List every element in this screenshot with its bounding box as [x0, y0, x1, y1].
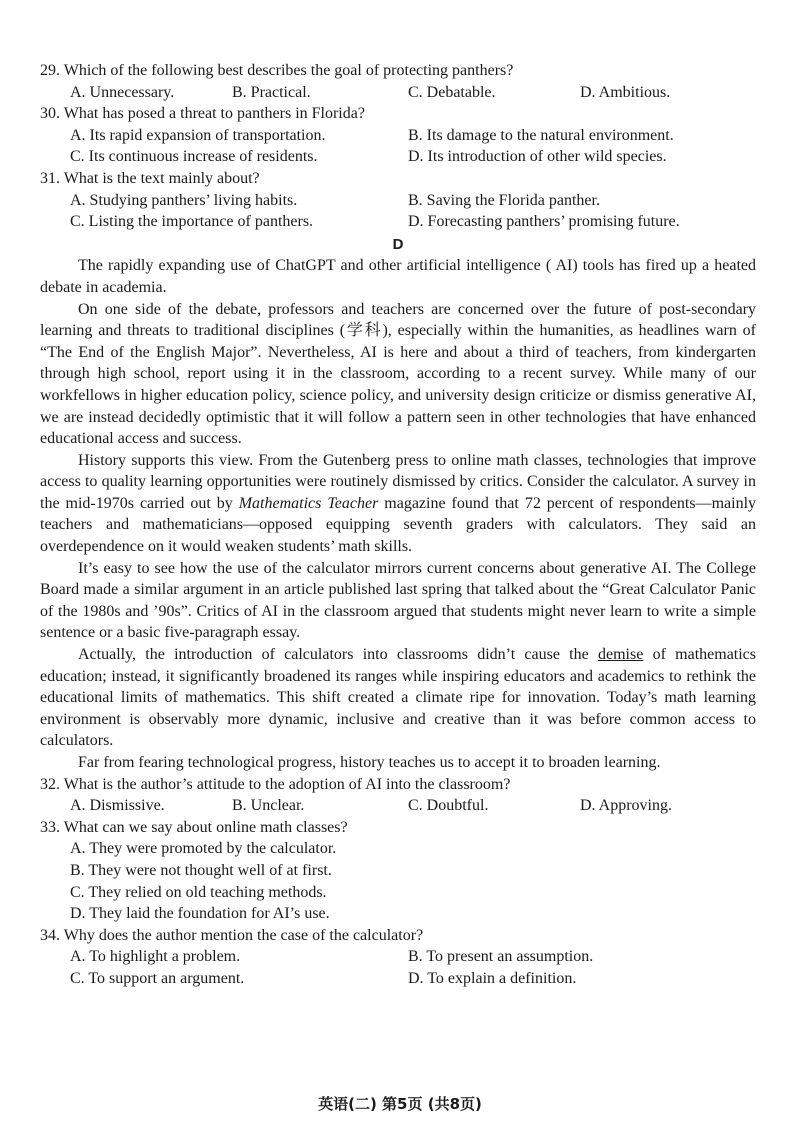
- option-32-c: C. Doubtful.: [408, 797, 489, 815]
- passage-paragraph-6: Far from fearing technological progress, history teaches us to accept it to broaden learning.: [78, 754, 661, 771]
- question-30-stem: 30. What has posed a threat to panthers in Florida?: [40, 105, 365, 123]
- paragraph-3-text-b: magazine found that 72 percent of respondents—mainly teachers and mathematicians—opposed equipping seventh graders with calculators. They said an overdependence on it would weaken students’ math skills.: [40, 494, 757, 556]
- option-32-d: D. Approving.: [580, 797, 672, 815]
- option-30-b: B. Its damage to the natural environment.: [408, 126, 674, 144]
- page-footer: 英语(二) 第5页 (共8页): [318, 1095, 482, 1113]
- option-33-a: A. They were promoted by the calculator.: [70, 840, 337, 858]
- option-33-d: D. They laid the foundation for AI’s use.: [70, 905, 330, 923]
- page-content: [40, 60, 756, 990]
- section-label: D: [392, 235, 404, 253]
- option-31-d: D. Forecasting panthers’ promising future.: [408, 213, 680, 231]
- passage-paragraph-3: [40, 450, 756, 558]
- option-30-c: C. Its continuous increase of residents.: [70, 148, 318, 166]
- passage-paragraph-5: [40, 644, 756, 752]
- option-29-b: B. Practical.: [232, 83, 311, 101]
- option-33-c: C. They relied on old teaching methods.: [70, 883, 327, 901]
- question-32-stem: 32. What is the author’s attitude to the adoption of AI into the classroom?: [40, 775, 511, 793]
- option-34-b: B. To present an assumption.: [408, 948, 594, 966]
- option-34-a: A. To highlight a problem.: [70, 948, 241, 966]
- option-32-b: B. Unclear.: [232, 797, 305, 815]
- underlined-word: demise: [597, 646, 644, 664]
- option-29-d: D. Ambitious.: [580, 83, 671, 101]
- question-30-options-row2: [70, 146, 756, 168]
- question-34-stem: 34. Why does the author mention the case of the calculator?: [40, 926, 424, 944]
- option-30-a: A. Its rapid expansion of transportation.: [70, 126, 326, 144]
- magazine-title: Mathematics Teacher: [238, 494, 379, 512]
- passage-paragraph-4: It’s easy to see how the use of the calculator mirrors current concerns about generative AI. The College Board made a similar argument in an article published last spring that talked about the “Great Calculator Panic of the 1980s and ’90s”. Critics of AI in the classroom argued that students might never learn to write a simple sentence or a basic five-paragraph essay.: [40, 559, 756, 642]
- question-29-options: [70, 82, 756, 104]
- option-31-b: B. Saving the Florida panther.: [408, 191, 600, 209]
- passage-paragraph-2: On one side of the debate, professors and teachers are concerned over the future of post-secondary learning and threats to traditional disciplines (学科), especially within the humanities, as headlines warn of “The End of the English Major”. Nevertheless, AI is here and about a third of teachers, from kindergarten through high school, report using it in the classroom, according to a recent survey. While many of our workfellows in higher education policy, science policy, and university design criticize or dismiss generative AI, we are instead decidedly optimistic that it will follow a pattern seen in other technologies that have enhanced educational access and success.: [40, 300, 756, 448]
- question-31-stem: 31. What is the text mainly about?: [40, 169, 260, 187]
- option-29-c: C. Debatable.: [408, 83, 496, 101]
- question-31-options-row1: [70, 190, 756, 212]
- question-30-options-row1: [70, 125, 756, 147]
- option-32-a: A. Dismissive.: [70, 797, 165, 815]
- option-31-a: A. Studying panthers’ living habits.: [70, 191, 298, 209]
- question-31-options-row2: [70, 211, 756, 233]
- question-34-options-row2: [70, 968, 756, 990]
- option-31-c: C. Listing the importance of panthers.: [70, 213, 314, 231]
- option-34-d: D. To explain a definition.: [408, 969, 577, 987]
- paragraph-5-text-b: of mathematics education; instead, it significantly broadened its ranges while inspiring educators and academics to rethink the educational limits of mathematics. This shift created a climate ripe for innovation. Today’s math learning environment is observably more dynamic, inclusive and creative than it was before common access to calculators.: [40, 646, 757, 750]
- option-30-d: D. Its introduction of other wild species.: [408, 148, 667, 166]
- option-29-a: A. Unnecessary.: [70, 83, 175, 101]
- question-29-stem: 29. Which of the following best describes the goal of protecting panthers?: [40, 62, 514, 79]
- option-33-b: B. They were not thought well of at first.: [70, 861, 332, 879]
- question-34-options-row1: [70, 946, 756, 968]
- option-34-c: C. To support an argument.: [70, 969, 245, 987]
- paragraph-5-text-a: Actually, the introduction of calculators into classrooms didn’t cause the: [78, 646, 598, 664]
- paragraph-3-text-a: History supports this view. From the Gutenberg press to online math classes, technologies that improve access to quality learning opportunities were routinely dismissed by critics. Consider the calculator. A survey in the mid-1970s carried out by: [40, 451, 756, 512]
- question-32-options: [70, 795, 756, 817]
- question-33-stem: 33. What can we say about online math classes?: [40, 818, 348, 836]
- passage-paragraph-1: The rapidly expanding use of ChatGPT and other artificial intelligence ( AI) tools has fired up a heated debate in academia.: [40, 257, 756, 296]
